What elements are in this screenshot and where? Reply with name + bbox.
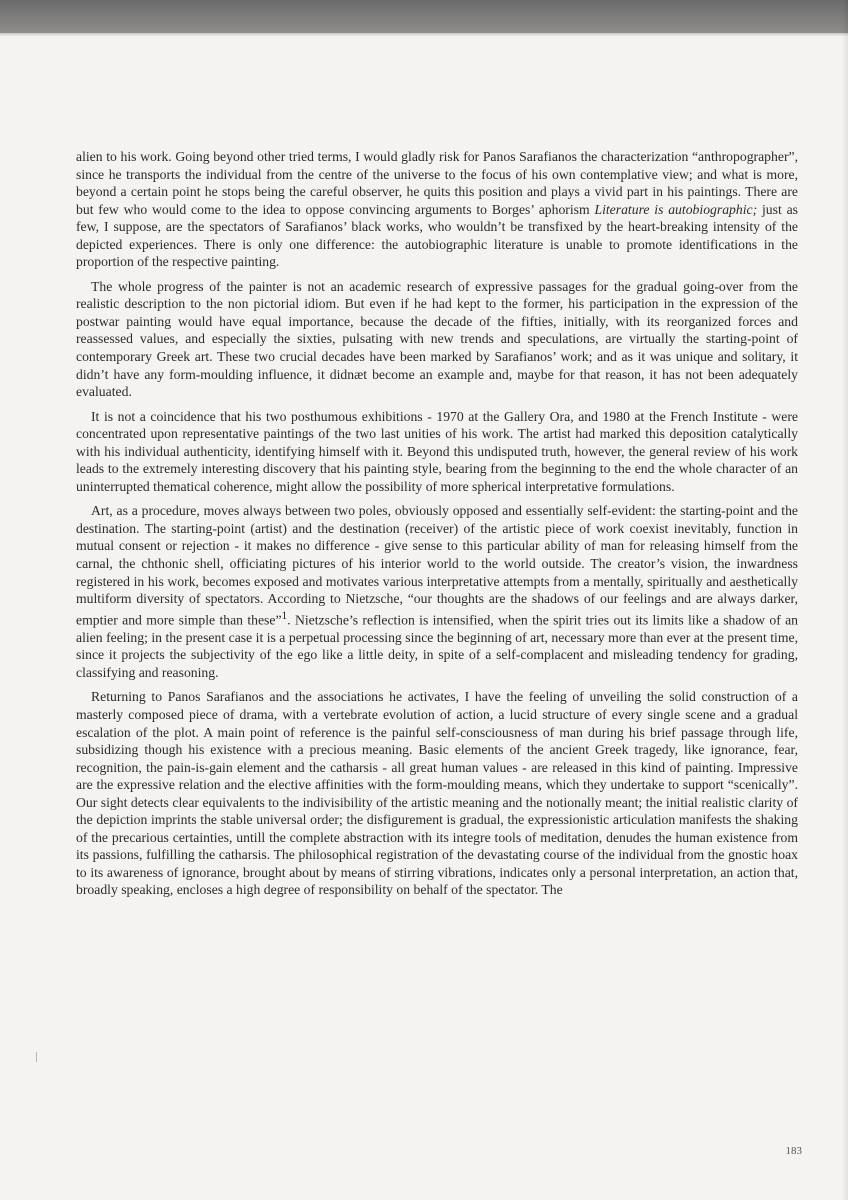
text-run: just as few, I suppose, are the spectators of Sarafianos’ black works, who wouldn’t be transfixed by the heart-breaking intensity of the depicted experiences. There is only one difference: the autobiographic literature is unable to promote identifications in the proportion of the respective painting. <box>76 201 798 270</box>
page-right-shadow <box>842 0 848 1200</box>
italic-text: Literature is autobiographic; <box>594 201 758 217</box>
text-run: The whole progress of the painter is not an academic research of expressive passages for the gradual going-over from the realistic description to the non pictorial idiom. But even if he had kept to the former, his participation in the expression of the postwar painting would have equal importance, because the decade of the fifties, initially, with its reorganized forces and reassessed values, and especially the sixties, pulsating with new trends and speculations, are virtually the starting-point of contemporary Greek art. These two crucial decades have been marked by Sarafianos’ work; and as it was unique and solitary, it didn’t have any form-moulding influence, it didnæt become an example and, maybe for that reason, it has not been adequately evaluated. <box>76 278 798 400</box>
text-run: . Nietzsche’s reflection is intensified, when the spirit tries out its limits like a shadow of an alien feeling; in the present case it is a perpetual processing since the beginning of art, necessary more than ever at the present time, since it projects the subjectivity of the ego like a little deity, in spite of a self-complacent and misleading tendency for grading, classifying and reasoning. <box>76 612 799 680</box>
paragraph <box>76 408 798 496</box>
scan-top-border <box>0 0 848 33</box>
paragraph <box>76 688 798 899</box>
body-text <box>76 148 798 906</box>
text-run: alien to his work. Going beyond other tried terms, I would gladly risk for Panos Sarafianos the characterization “anthropographer”, since he transports the individual from the centre of the universe to the focus of his own contemplative view; and what is more, beyond a certain point he stops being the careful observer, he quits this position and plays a vivid part in his paintings. There are but few who would come to the idea to oppose convincing arguments to Borges’ aphorism <box>76 149 798 217</box>
page-number: 183 <box>785 1145 802 1157</box>
paragraph <box>76 148 798 271</box>
paragraph <box>76 278 798 401</box>
page-top-edge <box>0 33 848 36</box>
margin-mark <box>36 1052 37 1062</box>
paragraph <box>76 502 798 681</box>
footnote-marker: 1 <box>281 609 288 622</box>
text-run: Art, as a procedure, moves always between two poles, obviously opposed and essentially self-evident: the starting-point and the destination. The starting-point (artist) and the destination (receiver) of the artistic piece of work coexist inevitably, function in mutual consent or rejection - it makes no difference - give sense to this particular ability of man for releasing himself from the carnal, the chthonic shell, officiating pictures of his interior world to the world outside. The creator’s vision, the inwardness registered in his work, becomes exposed and motivates various interpretative attempts from a mentally, spiritually and aesthetically multiform diversity of spectators. According to Nietzsche, “our thoughts are the shadows of our feelings and are always darker, emptier and more simple than these” <box>76 503 798 628</box>
text-run: Returning to Panos Sarafianos and the associations he activates, I have the feeling of unveiling the solid construction of a masterly composed piece of drama, with a vertebrate evolution of action, a lucid structure of every single scene and a gradual escalation of the plot. A main point of reference is the painful self-consciousness of man during his brief passage through life, subsidizing though his existence with a precious meaning. Basic elements of the ancient Greek tragedy, like ignorance, fear, recognition, the pain-is-gain element and the catharsis - all great human values - are released in this kind of painting. Impressive are the expressive relation and the elective affinities with the form-moulding means, which they undertake to support “scenically”. Our sight detects clear equivalents to the indivisibility of the artistic meaning and the notionally meant; the initial realistic clarity of the depiction imprints the stable universal order; the disfigurement is gradual, the expressionistic articulation manifests the shaking of the precarious certainties, untill the complete abstraction with its integre tools of meditation, denudes the human existence from its passions, fulfilling the catharsis. The philosophical registration of the devastating course of the individual from the gnostic hoax to its awareness of ignorance, brought about by means of stirring vibrations, indicates only a personal interpretation, an action that, broadly speaking, encloses a high degree of responsibility on behalf of the spectator. The <box>76 689 798 898</box>
text-run: It is not a coincidence that his two posthumous exhibitions - 1970 at the Gallery Ora, and 1980 at the French Institute - were concentrated upon representative paintings of the two last unities of his work. The artist had marked this deposition catalytically with his individual authenticity, identifying himself with it. Beyond this undisputed truth, however, the general review of his work leads to the extremely interesting discovery that his painting style, bearing from the beginning to the end the whole character of an uninterrupted thematical coherence, might allow the possibility of more spherical interpretative formulations. <box>76 408 798 494</box>
